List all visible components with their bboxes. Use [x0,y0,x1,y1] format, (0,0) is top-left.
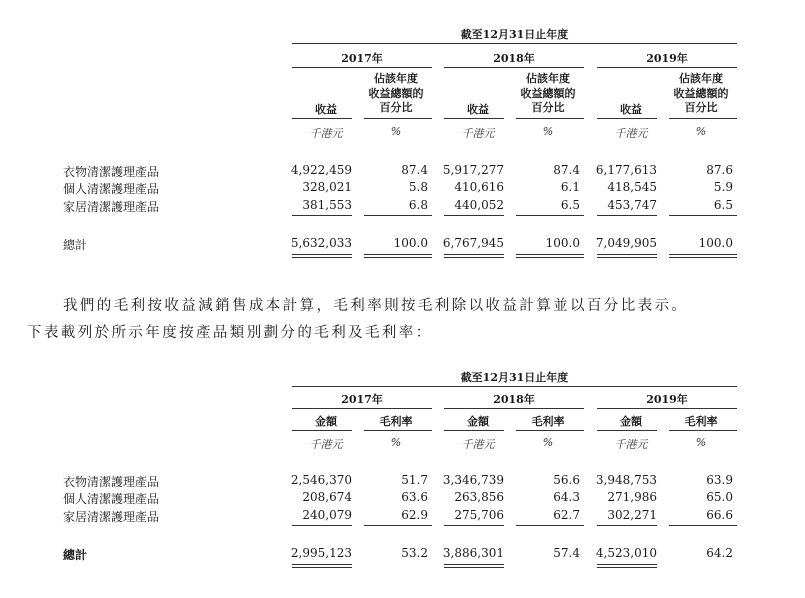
divider [292,257,352,258]
cell-value: 64.3 [553,490,580,504]
divider [444,257,504,258]
unit-pct: % [390,436,402,449]
total-value: 6,767,945 [442,236,504,250]
divider [597,254,657,255]
cell-value: 6.8 [408,198,428,212]
divider [516,118,584,119]
divider [444,215,504,216]
col-header-amount: 金額 [620,415,642,428]
divider [516,215,584,216]
cell-value: 208,674 [302,490,352,504]
divider [444,564,504,565]
divider [597,567,657,568]
total-value: 7,049,905 [595,236,657,250]
row-label: 個人清潔護理產品 [63,182,160,196]
unit-amount: 千港元 [614,438,648,451]
divider [669,525,737,526]
col-header-revenue: 收益 [467,103,489,116]
year-header-2017: 2017年 [341,393,383,406]
cell-value: 410,616 [454,180,504,194]
divider [292,215,352,216]
total-label: 總計 [63,548,88,562]
year-header-2017: 2017年 [341,52,383,65]
unit-amount: 千港元 [614,127,648,140]
cell-value: 62.7 [553,508,580,522]
total-value: 5,632,033 [290,236,352,250]
paragraph-line: 下表載列於所示年度按產品類別劃分的毛利及毛利率： [27,325,433,341]
divider [292,564,352,565]
col-header-margin: 毛利率 [684,415,718,428]
unit-pct: % [695,436,707,449]
row-label: 家居清潔護理產品 [63,510,160,524]
divider [364,257,432,258]
cell-value: 271,986 [607,490,657,504]
cell-value: 4,922,459 [290,163,352,177]
cell-value: 453,747 [607,198,657,212]
divider [292,43,737,44]
divider [444,408,584,409]
divider [597,525,657,526]
cell-value: 65.0 [706,490,733,504]
total-value: 64.2 [706,546,733,560]
divider [597,430,657,431]
row-label: 個人清潔護理產品 [63,492,160,506]
divider [292,386,737,387]
col-header-pct: 佔該年度 收益總額的 百分比 [368,72,424,114]
total-value: 2,995,123 [290,546,352,560]
col-header-revenue: 收益 [620,103,642,116]
divider [292,525,352,526]
divider [669,254,737,255]
total-value: 57.4 [553,546,580,560]
total-value: 3,886,301 [442,546,504,560]
divider [444,525,504,526]
divider [364,525,432,526]
row-label: 衣物清潔護理產品 [63,475,160,489]
cell-value: 418,545 [607,180,657,194]
divider [444,254,504,255]
divider [292,567,352,568]
cell-value: 87.4 [553,163,580,177]
unit-pct: % [390,125,402,138]
cell-value: 87.6 [706,163,733,177]
divider [669,118,737,119]
cell-value: 6.5 [560,198,580,212]
divider [597,67,737,68]
divider [597,408,737,409]
unit-amount: 千港元 [461,438,495,451]
total-value: 53.2 [401,546,428,560]
divider [597,257,657,258]
paragraph-line: 我們的毛利按收益減銷售成本計算，毛利率則按毛利除以收益計算並以百分比表示。 [63,298,689,314]
cell-value: 87.4 [401,163,428,177]
divider [669,257,737,258]
total-value: 100.0 [393,236,428,250]
cell-value: 63.6 [401,490,428,504]
divider [597,564,657,565]
unit-amount: 千港元 [461,127,495,140]
divider [292,67,432,68]
divider [444,430,504,431]
divider [444,67,584,68]
divider [364,254,432,255]
col-header-revenue: 收益 [315,103,337,116]
divider [669,215,737,216]
cell-value: 62.9 [401,508,428,522]
unit-amount: 千港元 [309,127,343,140]
year-header-2019: 2019年 [646,52,688,65]
cell-value: 275,706 [454,508,504,522]
cell-value: 56.6 [553,473,580,487]
divider [669,430,737,431]
cell-value: 5.9 [713,180,733,194]
cell-value: 51.7 [401,473,428,487]
divider [444,118,504,119]
divider [364,215,432,216]
year-header-2018: 2018年 [493,393,535,406]
divider [597,215,657,216]
cell-value: 5.8 [408,180,428,194]
cell-value: 263,856 [454,490,504,504]
cell-value: 3,948,753 [595,473,657,487]
cell-value: 3,346,739 [442,473,504,487]
col-header-margin: 毛利率 [379,415,413,428]
period-header: 截至12月31日止年度 [460,371,569,384]
divider [597,118,657,119]
total-value: 4,523,010 [595,546,657,560]
col-header-margin: 毛利率 [531,415,565,428]
unit-pct: % [542,436,554,449]
total-label: 總計 [63,238,88,252]
row-label: 衣物清潔護理產品 [63,165,160,179]
total-value: 100.0 [545,236,580,250]
divider [292,408,432,409]
col-header-pct: 佔該年度 收益總額的 百分比 [673,72,729,114]
divider [516,257,584,258]
col-header-pct: 佔該年度 收益總額的 百分比 [520,72,576,114]
cell-value: 6.5 [713,198,733,212]
year-header-2019: 2019年 [646,393,688,406]
cell-value: 440,052 [454,198,504,212]
divider [444,567,504,568]
cell-value: 328,021 [302,180,352,194]
col-header-amount: 金額 [315,415,337,428]
cell-value: 5,917,277 [442,163,504,177]
divider [516,430,584,431]
cell-value: 240,079 [302,508,352,522]
cell-value: 6,177,613 [595,163,657,177]
period-header: 截至12月31日止年度 [460,28,569,41]
divider [292,430,352,431]
divider [292,254,352,255]
divider [516,525,584,526]
cell-value: 381,553 [302,198,352,212]
year-header-2018: 2018年 [493,52,535,65]
divider [364,430,432,431]
cell-value: 6.1 [560,180,580,194]
cell-value: 66.6 [706,508,733,522]
unit-amount: 千港元 [309,438,343,451]
divider [292,118,352,119]
unit-pct: % [542,125,554,138]
divider [364,118,432,119]
total-value: 100.0 [698,236,733,250]
cell-value: 63.9 [706,473,733,487]
cell-value: 2,546,370 [290,473,352,487]
cell-value: 302,271 [607,508,657,522]
col-header-amount: 金額 [467,415,489,428]
row-label: 家居清潔護理產品 [63,200,160,214]
unit-pct: % [695,125,707,138]
divider [516,254,584,255]
